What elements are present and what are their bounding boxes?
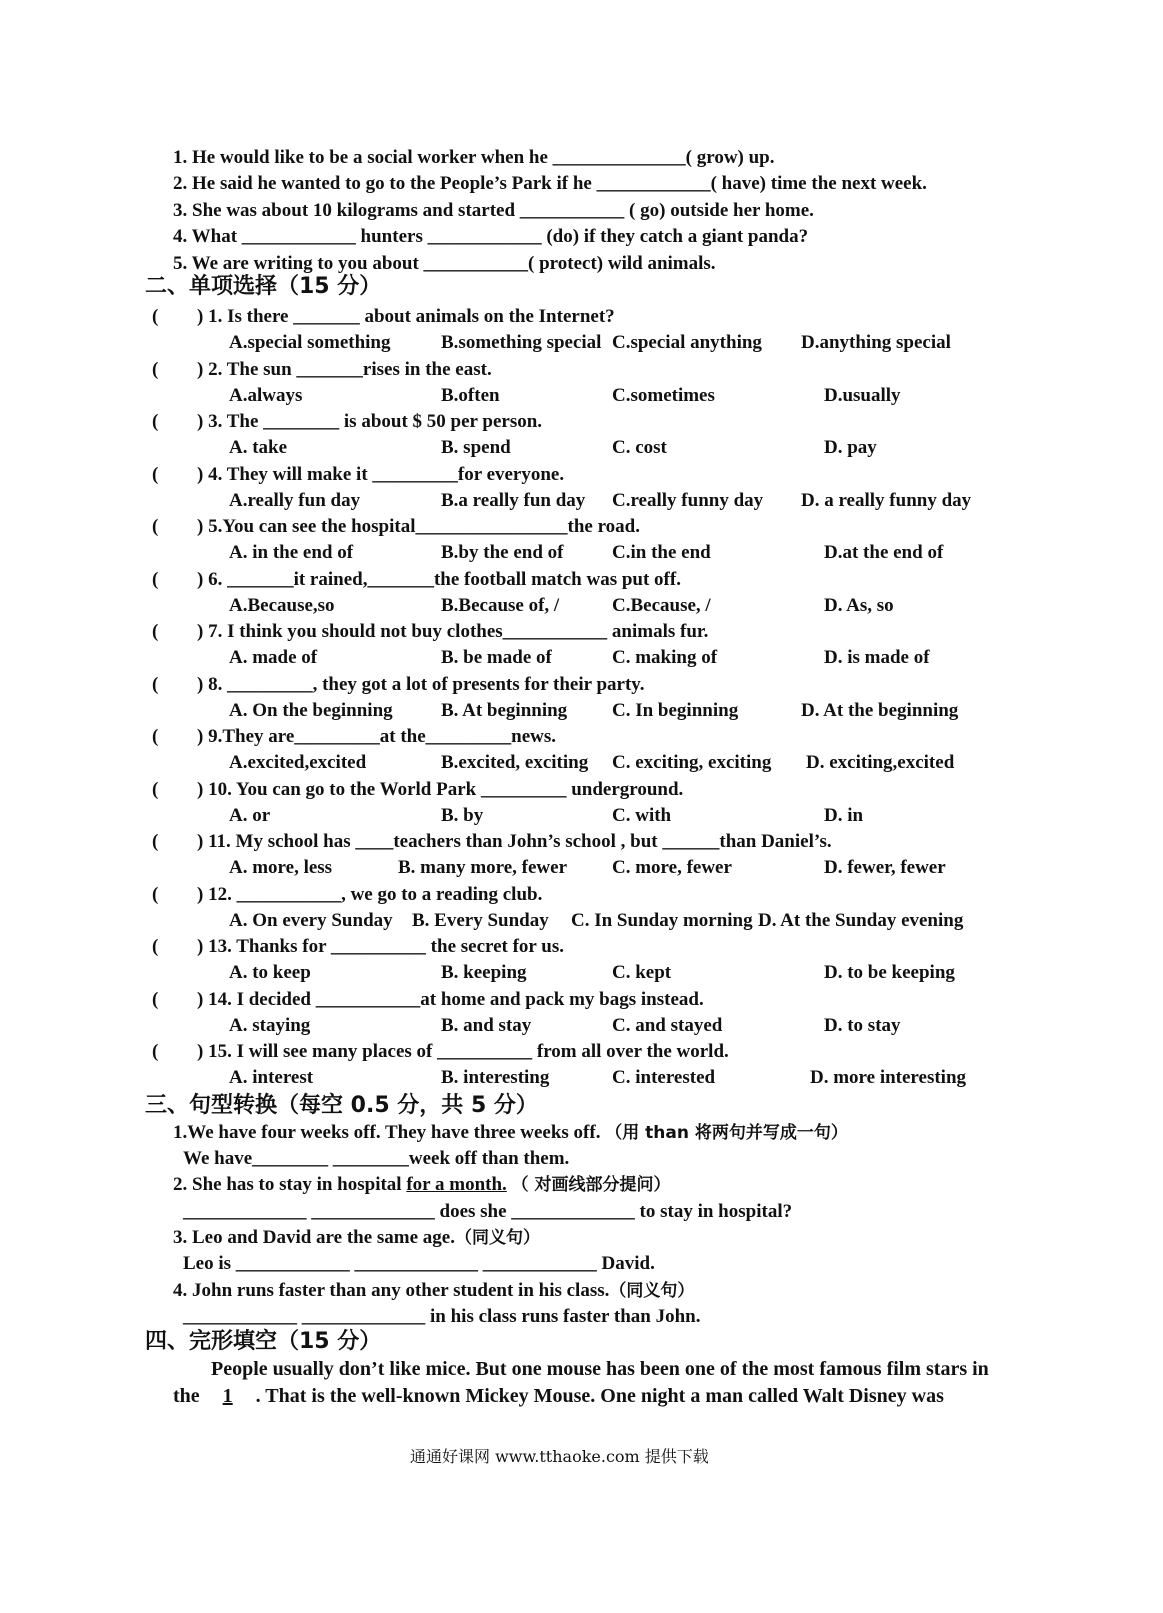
mc-option-a: A. or [229, 805, 271, 826]
answer-paren: ( [152, 411, 159, 432]
mc-option-a: A. more, less [229, 857, 333, 878]
answer-paren: ( [152, 1041, 159, 1062]
cloze-paragraph-line-2 [173, 1384, 944, 1408]
mc-option-a: A. staying [229, 1015, 311, 1036]
mc-option-a: A. made of [229, 647, 318, 668]
transform-q4-text: 4. John runs faster than any other student in his class. [173, 1280, 610, 1301]
fill-blank-4: 4. What ____________ hunters ____________ (do) if they catch a giant panda? [173, 226, 809, 247]
section-title-sentence-transform: 三、句型转换（每空 0.5 分，共 5 分） [145, 1093, 538, 1118]
cloze-paragraph-line-1: People usually don’t like mice. But one mouse has been one of the most famous film stars in [211, 1358, 989, 1380]
mc-option-d: D. pay [824, 437, 877, 458]
mc-question-8: ) 8. _________, they got a lot of presents for their party. [197, 674, 645, 695]
mc-option-b: B. many more, fewer [398, 857, 568, 878]
answer-paren: ( [152, 569, 159, 590]
answer-paren: ( [152, 621, 159, 642]
transform-q3 [173, 1226, 540, 1250]
transform-q3-text: 3. Leo and David are the same age. [173, 1227, 455, 1248]
mc-option-d: D.at the end of [824, 542, 944, 563]
mc-option-b: B.Because of, / [441, 595, 560, 616]
mc-option-a: A. On every Sunday [229, 910, 393, 931]
mc-option-a: A.really fun day [229, 490, 361, 511]
transform-q4 [173, 1279, 694, 1303]
mc-option-b: B.often [441, 385, 500, 406]
mc-option-b: B.by the end of [441, 542, 564, 563]
answer-paren: ( [152, 674, 159, 695]
answer-paren: ( [152, 726, 159, 747]
answer-paren: ( [152, 464, 159, 485]
mc-option-c: C.special anything [612, 332, 762, 353]
mc-question-11: ) 11. My school has ____teachers than John’s school , but ______than Daniel’s. [197, 831, 832, 852]
mc-option-d: D. to be keeping [824, 962, 955, 983]
mc-option-a: A. in the end of [229, 542, 354, 563]
mc-question-7: ) 7. I think you should not buy clothes___________ animals fur. [197, 621, 709, 642]
mc-option-b: B. and stay [441, 1015, 532, 1036]
fill-blank-1: 1. He would like to be a social worker when he ______________( grow) up. [173, 147, 775, 168]
mc-option-c: C. In Sunday morning [571, 910, 753, 931]
mc-option-c: C. kept [612, 962, 672, 983]
transform-q2-text: 2. She has to stay in hospital [173, 1174, 407, 1195]
mc-option-a: A. On the beginning [229, 700, 393, 721]
mc-option-c: C. more, fewer [612, 857, 732, 878]
mc-option-c: C.sometimes [612, 385, 715, 406]
answer-paren: ( [152, 936, 159, 957]
answer-paren: ( [152, 306, 159, 327]
mc-option-d: D. is made of [824, 647, 930, 668]
mc-option-a: A.Because,so [229, 595, 335, 616]
fill-blank-5: 5. We are writing to you about ___________( protect) wild animals. [173, 253, 716, 274]
mc-option-c: C. In beginning [612, 700, 739, 721]
mc-option-b: B. interesting [441, 1067, 550, 1088]
mc-option-d: D. As, so [824, 595, 894, 616]
mc-option-c: C. making of [612, 647, 718, 668]
mc-question-13: ) 13. Thanks for __________ the secret for us. [197, 936, 564, 957]
mc-option-d: D. At the Sunday evening [758, 910, 964, 931]
transform-q4-note: （同义句） [609, 1281, 695, 1301]
mc-question-10: ) 10. You can go to the World Park _________ underground. [197, 779, 684, 800]
mc-option-d: D. more interesting [810, 1067, 967, 1088]
transform-q2-underlined: for a month. [406, 1174, 507, 1195]
mc-option-c: C. cost [612, 437, 667, 458]
cloze-blank-1 [200, 1384, 256, 1408]
transform-q1 [173, 1121, 848, 1145]
mc-option-a: A. interest [229, 1067, 314, 1088]
mc-option-d: D. to stay [824, 1015, 901, 1036]
mc-option-b: B.a really fun day [441, 490, 586, 511]
mc-option-b: B. At beginning [441, 700, 568, 721]
mc-option-c: C. and stayed [612, 1015, 723, 1036]
mc-question-3: ) 3. The ________ is about $ 50 per person. [197, 411, 543, 432]
transform-q1-text: 1.We have four weeks off. They have three weeks off. [173, 1122, 601, 1143]
mc-option-b: B. be made of [441, 647, 552, 668]
mc-option-c: C.really funny day [612, 490, 764, 511]
mc-question-9: ) 9.They are_________at the_________news. [197, 726, 557, 747]
answer-paren: ( [152, 779, 159, 800]
mc-option-a: A.special something [229, 332, 391, 353]
mc-question-6: ) 6. _______it rained,_______the football match was put off. [197, 569, 681, 590]
answer-paren: ( [152, 831, 159, 852]
mc-option-c: C.in the end [612, 542, 711, 563]
mc-option-c: C. with [612, 805, 672, 826]
mc-option-b: B. keeping [441, 962, 527, 983]
transform-q2 [173, 1173, 670, 1197]
transform-q1-answer: We have________ ________week off than them. [183, 1148, 570, 1169]
transform-q2-note: （ 对画线部分提问） [511, 1175, 671, 1195]
mc-option-c: C. exciting, exciting [612, 752, 772, 773]
cloze-text-start: the [173, 1385, 200, 1407]
mc-option-d: D. exciting,excited [806, 752, 955, 773]
transform-q1-note: （用 than 将两句并写成一句） [605, 1123, 848, 1143]
mc-option-d: D.anything special [801, 332, 951, 353]
mc-question-15: ) 15. I will see many places of __________ from all over the world. [197, 1041, 729, 1062]
transform-q3-answer: Leo is ____________ _____________ ____________ David. [183, 1253, 655, 1274]
mc-option-d: D. fewer, fewer [824, 857, 946, 878]
mc-option-a: A.excited,excited [229, 752, 367, 773]
section-title-multiple-choice: 二、单项选择（15 分） [145, 274, 382, 299]
mc-option-d: D.usually [824, 385, 901, 406]
mc-question-14: ) 14. I decided ___________at home and pack my bags instead. [197, 989, 704, 1010]
transform-q3-note: （同义句） [455, 1228, 540, 1248]
mc-option-b: B. by [441, 805, 484, 826]
answer-paren: ( [152, 516, 159, 537]
mc-option-b: B. spend [441, 437, 511, 458]
page-footer: 通通好课网 www.tthaoke.com 提供下载 [410, 1447, 709, 1466]
answer-paren: ( [152, 359, 159, 380]
fill-blank-3: 3. She was about 10 kilograms and started ___________ ( go) outside her home. [173, 200, 814, 221]
cloze-blank-1-number: 1 [222, 1385, 233, 1407]
mc-option-b: B.something special [441, 332, 602, 353]
answer-paren: ( [152, 989, 159, 1010]
mc-option-b: B.excited, exciting [441, 752, 589, 773]
mc-option-d: D. in [824, 805, 864, 826]
answer-paren: ( [152, 884, 159, 905]
mc-option-b: B. Every Sunday [412, 910, 549, 931]
mc-question-12: ) 12. ___________, we go to a reading club. [197, 884, 543, 905]
transform-q4-answer: ____________ _____________ in his class runs faster than John. [183, 1306, 701, 1327]
mc-question-5: ) 5.You can see the hospital________________the road. [197, 516, 640, 537]
cloze-text-rest: . That is the well-known Mickey Mouse. One night a man called Walt Disney was [255, 1385, 944, 1407]
mc-option-a: A. take [229, 437, 288, 458]
mc-question-2: ) 2. The sun _______rises in the east. [197, 359, 492, 380]
section-title-cloze: 四、完形填空（15 分） [145, 1329, 382, 1354]
mc-option-a: A. to keep [229, 962, 311, 983]
fill-blank-2: 2. He said he wanted to go to the People’s Park if he ____________( have) time the next week. [173, 173, 927, 194]
mc-option-d: D. a really funny day [801, 490, 972, 511]
transform-q2-answer: _____________ _____________ does she _____________ to stay in hospital? [183, 1201, 793, 1222]
mc-question-4: ) 4. They will make it _________for everyone. [197, 464, 565, 485]
mc-question-1: ) 1. Is there _______ about animals on the Internet? [197, 306, 615, 327]
mc-option-c: C. interested [612, 1067, 716, 1088]
mc-option-a: A.always [229, 385, 303, 406]
mc-option-d: D. At the beginning [801, 700, 959, 721]
mc-option-c: C.Because, / [612, 595, 711, 616]
